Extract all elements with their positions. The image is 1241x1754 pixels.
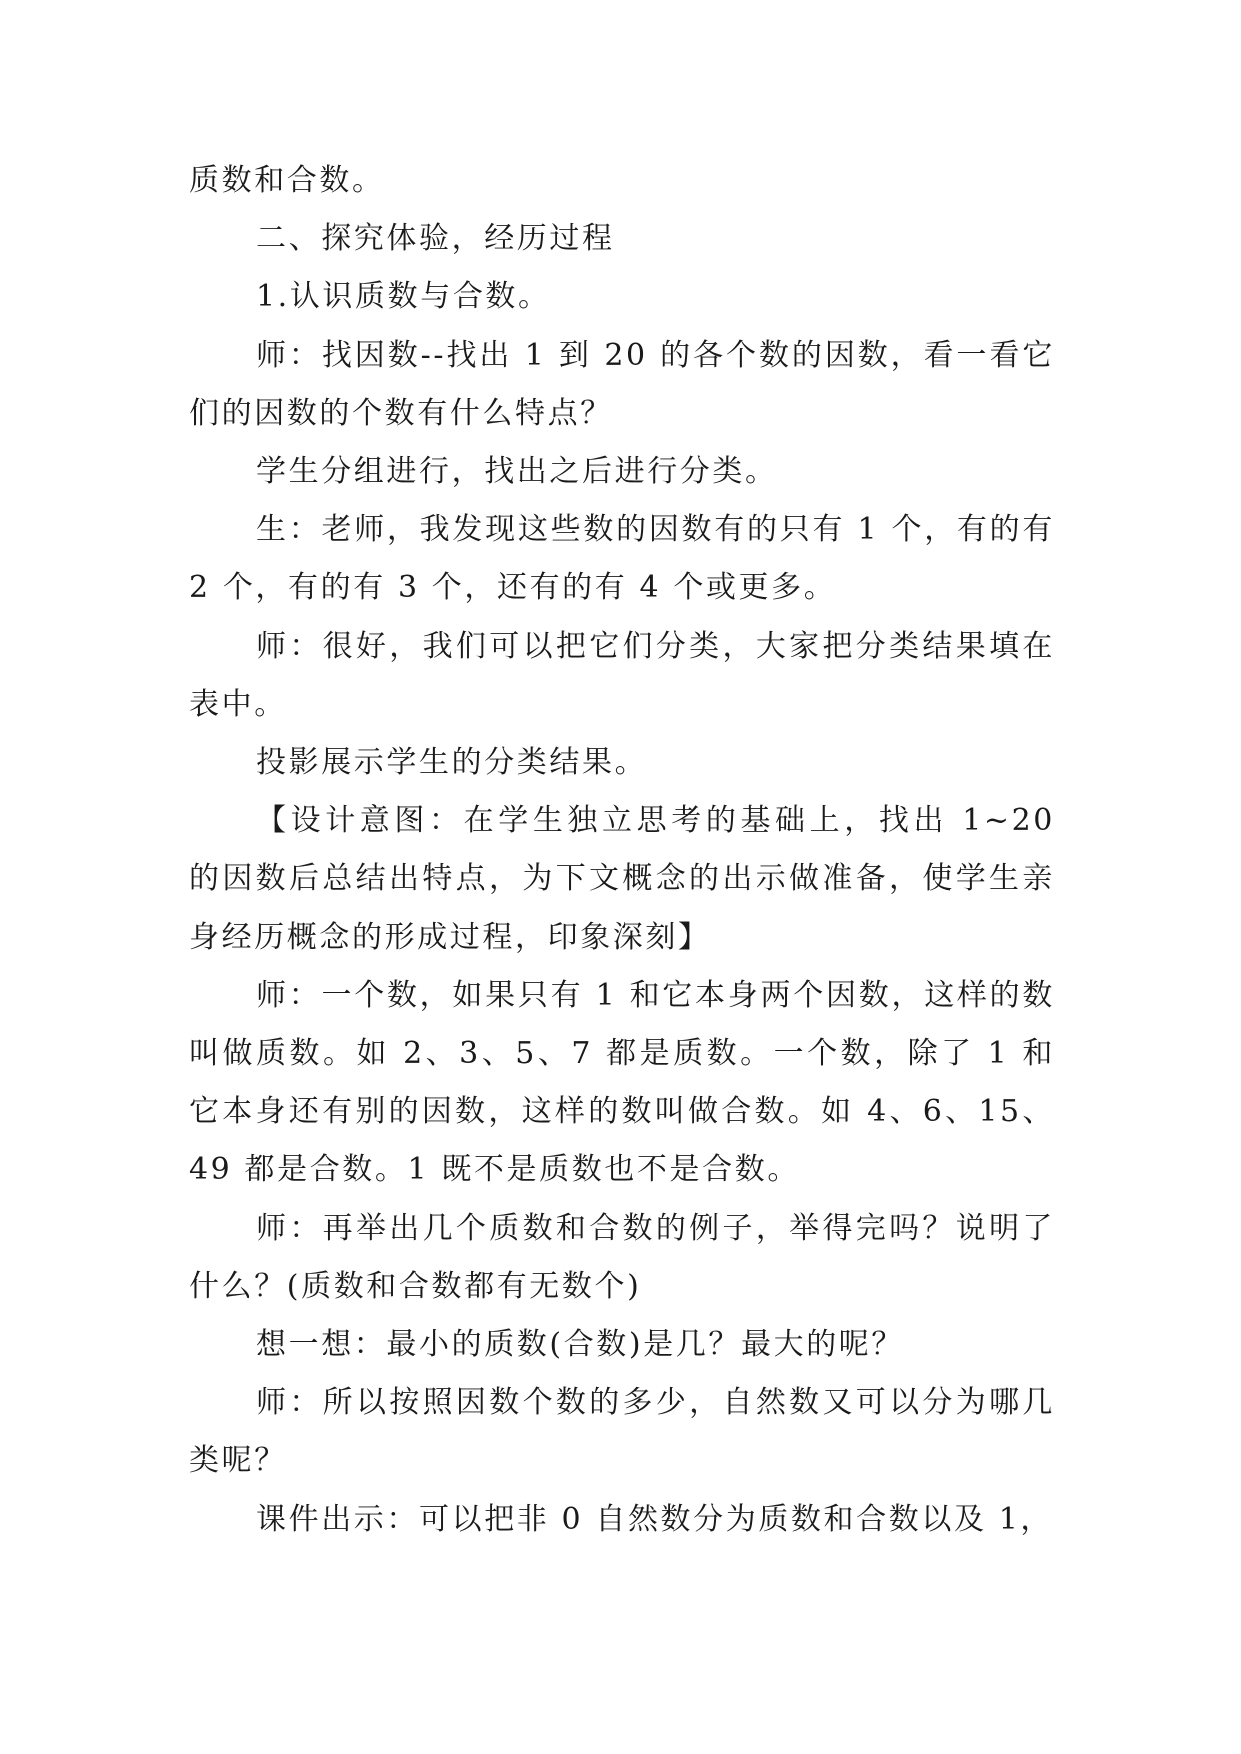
paragraph: 师：找因数--找出 1 到 20 的各个数的因数，看一看它们的因数的个数有什么特点？ — [189, 337, 1055, 431]
paragraph: 质数和合数。 — [189, 163, 385, 198]
paragraph: 师：很好，我们可以把它们分类，大家把分类结果填在表中。 — [189, 628, 1055, 722]
paragraph: 师：所以按照因数个数的多少，自然数又可以分为哪几类呢？ — [189, 1385, 1055, 1479]
paragraph: 投影展示学生的分类结果。 — [256, 745, 648, 781]
paragraph: 课件出示：可以把非 0 自然数分为质数和合数以及 1， — [256, 1501, 1053, 1537]
section-heading: 二、探究体验，经历过程 — [256, 221, 615, 257]
design-intent-note: 【设计意图：在学生独立思考的基础上，找出 1~20 的因数后总结出特点，为下文概念的出示做准备，使学生亲身经历概念的形成过程，印象深刻】 — [189, 803, 1055, 955]
paragraph: 师：再举出几个质数和合数的例子，举得完吗？说明了什么？(质数和合数都有无数个) — [189, 1210, 1055, 1304]
subsection-heading: 1.认识质数与合数。 — [256, 279, 551, 315]
paragraph: 学生分组进行，找出之后进行分类。 — [256, 454, 778, 490]
paragraph: 师：一个数，如果只有 1 和它本身两个因数，这样的数叫做质数。如 2、3、5、7 都是质数。一个数，除了 1 和它本身还有别的因数，这样的数叫做合数。如 4、6、15、49 都是合数。1 既不是质数也不是合数。 — [189, 977, 1055, 1188]
paragraph: 生：老师，我发现这些数的因数有的只有 1 个，有的有 2 个，有的有 3 个，还有的有 4 个或更多。 — [189, 512, 1055, 606]
paragraph: 想一想：最小的质数(合数)是几？最大的呢？ — [256, 1327, 905, 1363]
document-body — [189, 152, 1055, 1549]
